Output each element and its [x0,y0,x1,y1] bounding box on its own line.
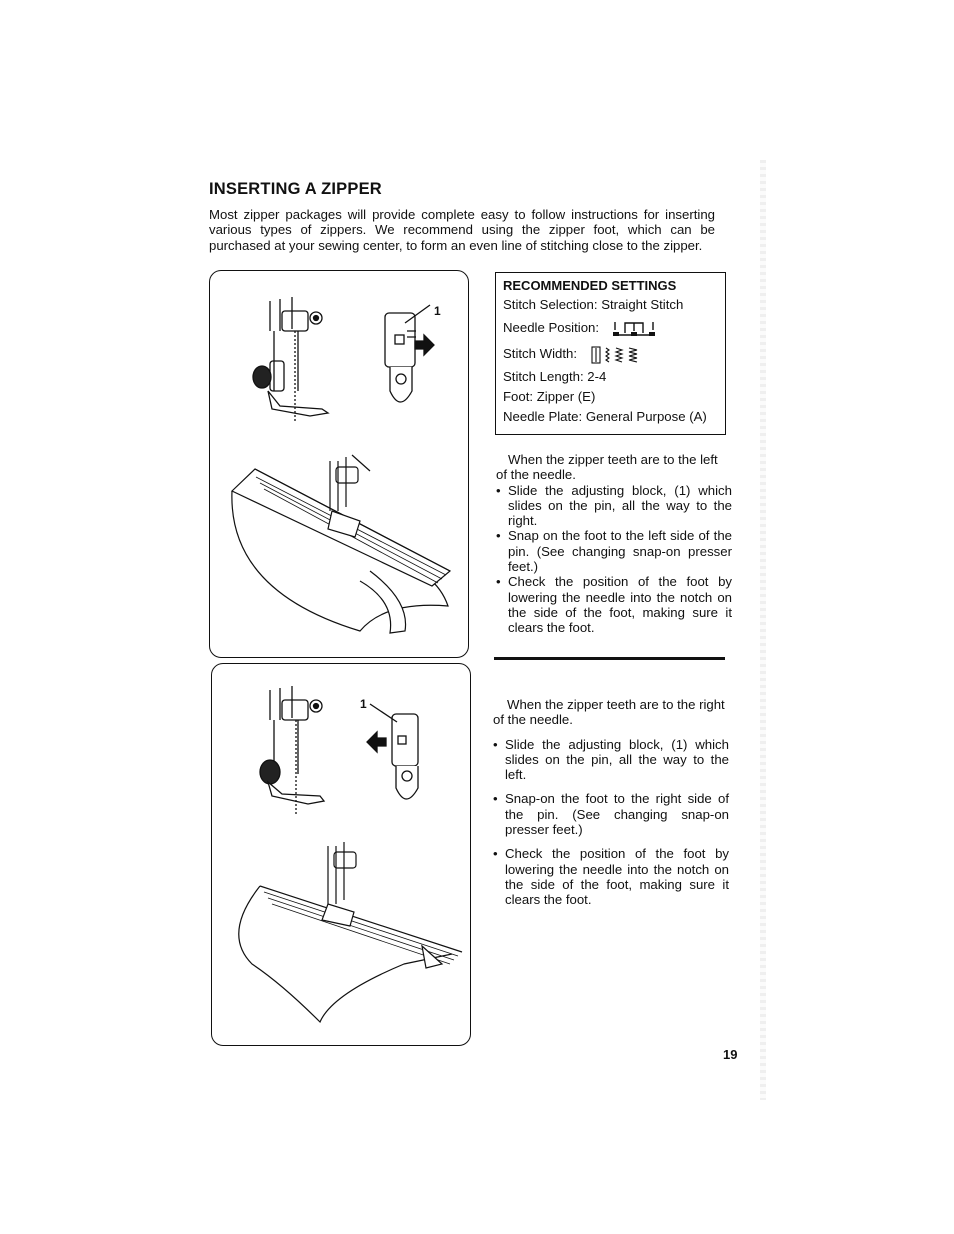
intro-paragraph [209,207,715,253]
stitch-width-row [503,341,725,367]
figure-right-teeth [211,663,471,1046]
recommended-settings-box [495,272,726,435]
intro-line: purchased at your sewing center, to form an even line of stitching close to the zipper. [209,237,703,253]
callout-label: 1 [434,304,441,318]
instruction-list [493,737,729,908]
figure-left-teeth [209,270,469,658]
foot-setting: Foot: Zipper (E) [503,389,596,404]
list-item: • Check the position of the foot by lowering the needle into the notch on the side of the foot, making sure it clears the foot. [496,574,732,635]
needle-position-icon [613,319,657,339]
settings-heading: RECOMMENDED SETTINGS [503,278,677,293]
left-teeth-instructions [496,452,732,636]
right-teeth-instructions [493,697,729,908]
needle-plate-setting: Needle Plate: General Purpose (A) [503,409,707,424]
instruction-list [496,483,732,636]
list-item: • Slide the adjusting block, (1) which slides on the pin, all the way to the left. [493,737,729,783]
intro-line: various types of zippers. We recommend using the zipper foot, which can be [209,222,715,238]
section-intro: When the zipper teeth are to the left of the needle. [496,452,718,483]
callout-label: 1 [360,697,367,711]
list-item: • Snap-on the foot to the right side of the pin. (See changing snap-on presser feet.) [493,791,729,837]
list-item: • Check the position of the foot by lowering the needle into the notch on the side of the foot, making sure it clears the foot. [493,846,729,907]
list-item: • Slide the adjusting block, (1) which slides on the pin, all the way to the right. [496,483,732,529]
zipper-foot-right-illustration [212,664,470,1045]
stitch-width-icon [591,346,649,364]
stitch-length: Stitch Length: 2-4 [503,369,607,384]
page-number: 19 [723,1047,738,1062]
zipper-foot-left-illustration [210,271,468,657]
section-divider [494,657,725,660]
intro-line: Most zipper packages will provide complete easy to follow instructions for inserting [209,207,715,222]
stitch-selection: Stitch Selection: Straight Stitch [503,297,684,312]
needle-position-row [503,315,725,341]
stitch-width-label: Stitch Width: [503,346,578,361]
section-intro: When the zipper teeth are to the right of the needle. [493,697,725,728]
page-title: INSERTING A ZIPPER [209,180,382,198]
list-item: • Snap on the foot to the left side of the pin. (See changing snap-on presser feet.) [496,528,732,574]
page-edge-shadow [760,160,766,1100]
needle-position-label: Needle Position: [503,320,600,335]
